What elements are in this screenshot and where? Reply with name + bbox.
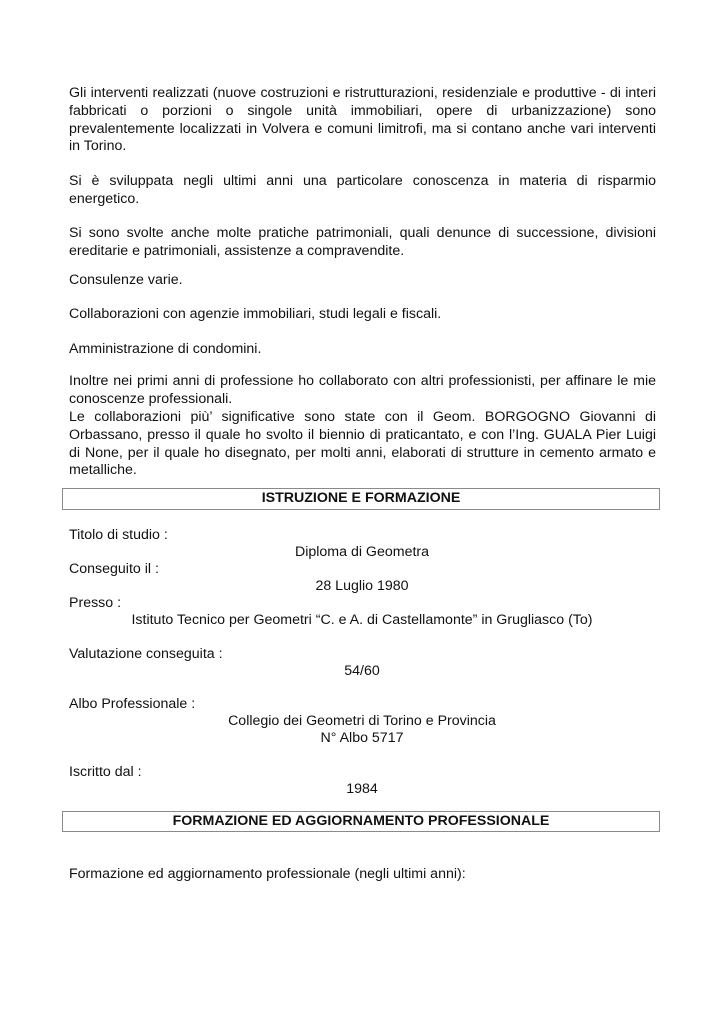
section-heading-formazione: FORMAZIONE ED AGGIORNAMENTO PROFESSIONALE bbox=[62, 811, 660, 832]
value-titolo-di-studio: Diploma di Geometra bbox=[294, 544, 430, 560]
section-heading-istruzione: ISTRUZIONE E FORMAZIONE bbox=[62, 488, 660, 510]
value-presso: Istituto Tecnico per Geometri “C. e A. di Castellamonte” in Grugliasco (To) bbox=[131, 612, 593, 628]
label-titolo-di-studio: Titolo di studio : bbox=[69, 527, 168, 543]
value-conseguito: 28 Luglio 1980 bbox=[315, 578, 409, 594]
paragraph-inoltre: Inoltre nei primi anni di professione ho collaborato con altri professionisti, per affinare le mie conoscenze professionali. bbox=[69, 373, 656, 407]
label-conseguito: Conseguito il : bbox=[69, 561, 159, 577]
paragraph-collaborazioni-significative: Le collaborazioni più’ significative sono state con il Geom. BORGOGNO Giovanni di Orbassano, presso il quale ho svolto il biennio di praticantato, e con l’Ing. GUALA Pier Luigi di None, per il quale ho disegnato, per molti anni, elaborati di strutture in cemento armato e metalliche. bbox=[69, 409, 656, 479]
paragraph-collaborazioni-agenzie: Collaborazioni con agenzie immobiliari, studi legali e fiscali. bbox=[69, 306, 442, 322]
value-albo-collegio: Collegio dei Geometri di Torino e Provincia bbox=[228, 713, 496, 729]
paragraph-amministrazione: Amministrazione di condomini. bbox=[69, 341, 262, 357]
label-presso: Presso : bbox=[69, 595, 122, 611]
label-valutazione: Valutazione conseguita : bbox=[69, 646, 223, 662]
value-iscritto-dal: 1984 bbox=[346, 781, 378, 797]
paragraph-pratiche: Si sono svolte anche molte pratiche patrimoniali, quali denunce di successione, divisioni ereditarie e patrimoniali, assistenze a compravendite. bbox=[69, 225, 656, 259]
paragraph-interventi: Gli interventi realizzati (nuove costruzioni e ristrutturazioni, residenziale e produttive - di interi fabbricati o porzioni o singole unità immobiliari, opere di urbanizzazione) sono prevalentemente localizzati in Volvera e comuni limitrofi, ma si contano anche vari interventi in Torino. bbox=[69, 85, 656, 155]
label-albo-professionale: Albo Professionale : bbox=[69, 696, 196, 712]
paragraph-risparmio: Si è sviluppata negli ultimi anni una particolare conoscenza in materia di risparmio energetico. bbox=[69, 173, 656, 207]
value-albo-numero: N° Albo 5717 bbox=[320, 730, 404, 746]
label-iscritto-dal: Iscritto dal : bbox=[69, 764, 142, 780]
paragraph-consulenze: Consulenze varie. bbox=[69, 272, 183, 288]
paragraph-formazione-intro: Formazione ed aggiornamento professionale (negli ultimi anni): bbox=[69, 866, 466, 882]
value-valutazione: 54/60 bbox=[344, 663, 380, 679]
